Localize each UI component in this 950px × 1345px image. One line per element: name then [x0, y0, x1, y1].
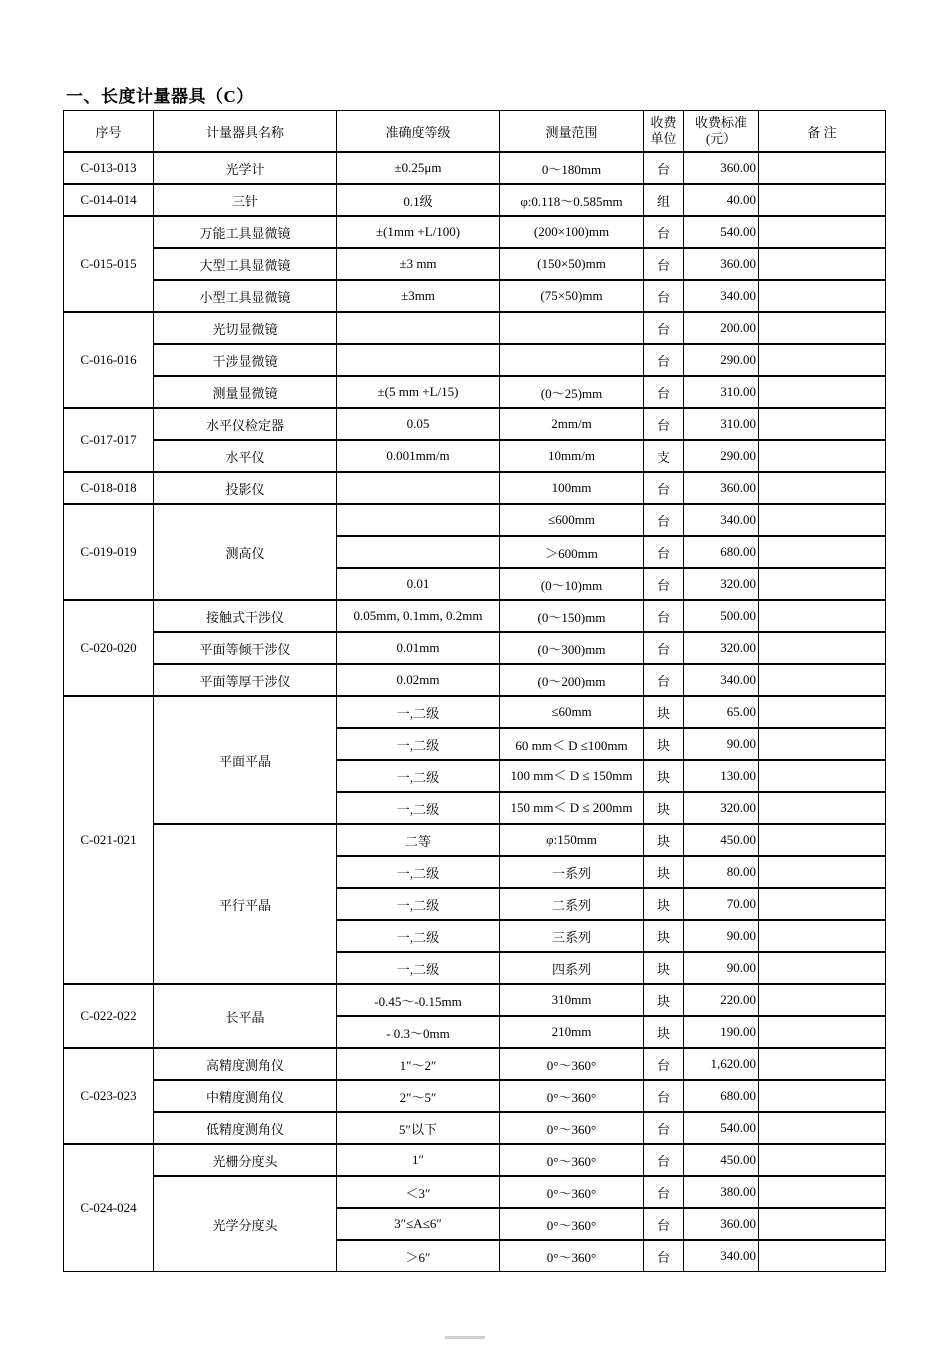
cell-grade: ±3mm	[337, 280, 500, 312]
cell-range: 100 mm＜ D ≤ 150mm	[500, 760, 644, 792]
table-row	[64, 1112, 886, 1144]
cell-fee: 220.00	[684, 984, 759, 1016]
cell-grade: -0.45～-0.15mm	[337, 984, 500, 1016]
cell-range: ≤600mm	[500, 504, 644, 536]
table-row	[64, 440, 886, 472]
cell-unit: 组	[644, 184, 684, 216]
cell-remark	[759, 152, 886, 184]
cell-name: 低精度测角仪	[154, 1112, 337, 1144]
cell-remark	[759, 1016, 886, 1048]
cell-range: 150 mm＜ D ≤ 200mm	[500, 792, 644, 824]
cell-fee: 450.00	[684, 824, 759, 856]
cell-range: (0～300)mm	[500, 632, 644, 664]
cell-range: (200×100)mm	[500, 216, 644, 248]
table-row	[64, 632, 886, 664]
cell-grade: 3″≤A≤6″	[337, 1208, 500, 1240]
cell-range: (0～10)mm	[500, 568, 644, 600]
cell-grade: 0.1级	[337, 184, 500, 216]
cell-fee: 680.00	[684, 536, 759, 568]
cell-range: 0°～360°	[500, 1176, 644, 1208]
cell-remark	[759, 536, 886, 568]
cell-grade	[337, 536, 500, 568]
cell-unit: 台	[644, 280, 684, 312]
cell-grade: 一,二级	[337, 760, 500, 792]
cell-grade: ±(1mm +L/100)	[337, 216, 500, 248]
header-name: 计量器具名称	[154, 111, 337, 153]
cell-remark	[759, 920, 886, 952]
cell-fee: 540.00	[684, 1112, 759, 1144]
cell-range: 2mm/m	[500, 408, 644, 440]
table-row	[64, 280, 886, 312]
cell-fee: 290.00	[684, 440, 759, 472]
cell-unit: 台	[644, 1080, 684, 1112]
cell-unit: 台	[644, 1112, 684, 1144]
cell-unit: 块	[644, 792, 684, 824]
cell-remark	[759, 1176, 886, 1208]
cell-remark	[759, 440, 886, 472]
cell-unit: 台	[644, 152, 684, 184]
cell-fee: 80.00	[684, 856, 759, 888]
cell-range: 60 mm＜ D ≤100mm	[500, 728, 644, 760]
cell-range	[500, 344, 644, 376]
cell-name: 三针	[154, 184, 337, 216]
table-row	[64, 1048, 886, 1080]
table-body	[64, 152, 886, 1272]
cell-grade: 一,二级	[337, 856, 500, 888]
cell-fee: 90.00	[684, 952, 759, 984]
header-seq: 序号	[64, 111, 154, 153]
cell-code: C-023-023	[64, 1048, 154, 1144]
cell-fee: 320.00	[684, 568, 759, 600]
cell-range: 0°～360°	[500, 1048, 644, 1080]
cell-remark	[759, 568, 886, 600]
cell-grade: 5″以下	[337, 1112, 500, 1144]
cell-code: C-013-013	[64, 152, 154, 184]
header-fee: 收费标准(元）	[684, 111, 759, 153]
cell-fee: 90.00	[684, 728, 759, 760]
cell-unit: 块	[644, 1016, 684, 1048]
cell-range: φ:0.118～0.585mm	[500, 184, 644, 216]
cell-fee: 380.00	[684, 1176, 759, 1208]
cell-code: C-024-024	[64, 1144, 154, 1272]
cell-name: 接触式干涉仪	[154, 600, 337, 632]
cell-remark	[759, 376, 886, 408]
cell-unit: 台	[644, 1048, 684, 1080]
cell-code: C-016-016	[64, 312, 154, 408]
cell-range: 310mm	[500, 984, 644, 1016]
cell-fee: 340.00	[684, 280, 759, 312]
cell-name: 平面平晶	[154, 696, 337, 824]
cell-range: 三系列	[500, 920, 644, 952]
cell-remark	[759, 1112, 886, 1144]
cell-grade: 0.01mm	[337, 632, 500, 664]
cell-name: 光学计	[154, 152, 337, 184]
cell-name: 小型工具显微镜	[154, 280, 337, 312]
cell-range: 10mm/m	[500, 440, 644, 472]
cell-unit: 块	[644, 824, 684, 856]
cell-grade	[337, 504, 500, 536]
cell-remark	[759, 888, 886, 920]
table-row	[64, 408, 886, 440]
cell-grade: 0.05	[337, 408, 500, 440]
cell-name: 水平仪检定器	[154, 408, 337, 440]
cell-remark	[759, 600, 886, 632]
cell-grade: ±0.25μm	[337, 152, 500, 184]
cell-remark	[759, 792, 886, 824]
cell-code: C-021-021	[64, 696, 154, 984]
cell-fee: 360.00	[684, 248, 759, 280]
cell-fee: 540.00	[684, 216, 759, 248]
cell-code: C-014-014	[64, 184, 154, 216]
cell-remark	[759, 824, 886, 856]
cell-fee: 290.00	[684, 344, 759, 376]
cell-fee: 310.00	[684, 376, 759, 408]
header-remark: 备 注	[759, 111, 886, 153]
cell-remark	[759, 696, 886, 728]
table-row	[64, 248, 886, 280]
cell-remark	[759, 760, 886, 792]
table-row	[64, 600, 886, 632]
cell-unit: 台	[644, 1176, 684, 1208]
cell-code: C-015-015	[64, 216, 154, 312]
table-row	[64, 1080, 886, 1112]
header-unit: 收费单位	[644, 111, 684, 153]
cell-remark	[759, 1048, 886, 1080]
cell-code: C-020-020	[64, 600, 154, 696]
cell-range: ≤60mm	[500, 696, 644, 728]
cell-name: 测高仪	[154, 504, 337, 600]
cell-unit: 台	[644, 664, 684, 696]
cell-name: 光学分度头	[154, 1176, 337, 1272]
cell-remark	[759, 728, 886, 760]
cell-fee: 320.00	[684, 632, 759, 664]
cell-remark	[759, 664, 886, 696]
cell-unit: 台	[644, 536, 684, 568]
cell-unit: 块	[644, 952, 684, 984]
cell-unit: 台	[644, 376, 684, 408]
table-row	[64, 664, 886, 696]
table-row	[64, 504, 886, 536]
cell-fee: 310.00	[684, 408, 759, 440]
cell-grade: 1″	[337, 1144, 500, 1176]
cell-unit: 块	[644, 888, 684, 920]
cell-range: φ:150mm	[500, 824, 644, 856]
cell-grade: ＞6″	[337, 1240, 500, 1272]
cell-fee: 500.00	[684, 600, 759, 632]
table-row	[64, 696, 886, 728]
cell-remark	[759, 472, 886, 504]
table-row	[64, 344, 886, 376]
cell-unit: 块	[644, 984, 684, 1016]
cell-unit: 台	[644, 344, 684, 376]
cell-range: 一系列	[500, 856, 644, 888]
cell-remark	[759, 184, 886, 216]
cell-name: 长平晶	[154, 984, 337, 1048]
cell-range: 0°～360°	[500, 1208, 644, 1240]
cell-range: (150×50)mm	[500, 248, 644, 280]
cell-name: 水平仪	[154, 440, 337, 472]
page-footer-mark	[445, 1336, 485, 1339]
cell-grade: 0.01	[337, 568, 500, 600]
cell-fee: 130.00	[684, 760, 759, 792]
cell-unit: 支	[644, 440, 684, 472]
cell-grade	[337, 312, 500, 344]
table-header-row	[64, 111, 886, 153]
cell-unit: 块	[644, 760, 684, 792]
cell-range: 0～180mm	[500, 152, 644, 184]
table-row	[64, 1176, 886, 1208]
cell-remark	[759, 1080, 886, 1112]
table-row	[64, 152, 886, 184]
cell-range: 二系列	[500, 888, 644, 920]
cell-range: 210mm	[500, 1016, 644, 1048]
cell-fee: 360.00	[684, 472, 759, 504]
cell-unit: 台	[644, 248, 684, 280]
cell-fee: 360.00	[684, 1208, 759, 1240]
cell-grade: 0.05mm, 0.1mm, 0.2mm	[337, 600, 500, 632]
cell-fee: 340.00	[684, 1240, 759, 1272]
cell-fee: 1,620.00	[684, 1048, 759, 1080]
cell-unit: 块	[644, 696, 684, 728]
fee-table	[63, 110, 886, 1272]
cell-unit: 块	[644, 856, 684, 888]
cell-name: 中精度测角仪	[154, 1080, 337, 1112]
cell-remark	[759, 984, 886, 1016]
cell-unit: 台	[644, 1144, 684, 1176]
cell-code: C-022-022	[64, 984, 154, 1048]
cell-unit: 台	[644, 1208, 684, 1240]
cell-unit: 块	[644, 920, 684, 952]
header-grade: 准确度等级	[337, 111, 500, 153]
cell-fee: 70.00	[684, 888, 759, 920]
cell-remark	[759, 632, 886, 664]
cell-fee: 450.00	[684, 1144, 759, 1176]
cell-name: 万能工具显微镜	[154, 216, 337, 248]
cell-grade	[337, 344, 500, 376]
cell-fee: 200.00	[684, 312, 759, 344]
cell-remark	[759, 1240, 886, 1272]
cell-remark	[759, 280, 886, 312]
cell-remark	[759, 1208, 886, 1240]
cell-unit: 台	[644, 216, 684, 248]
cell-name: 大型工具显微镜	[154, 248, 337, 280]
cell-unit: 台	[644, 472, 684, 504]
cell-name: 干涉显微镜	[154, 344, 337, 376]
cell-remark	[759, 408, 886, 440]
cell-range	[500, 312, 644, 344]
cell-name: 高精度测角仪	[154, 1048, 337, 1080]
cell-code: C-018-018	[64, 472, 154, 504]
table-row	[64, 184, 886, 216]
cell-grade: 0.02mm	[337, 664, 500, 696]
cell-grade: 一,二级	[337, 888, 500, 920]
cell-grade: ±3 mm	[337, 248, 500, 280]
cell-remark	[759, 504, 886, 536]
cell-unit: 台	[644, 1240, 684, 1272]
cell-grade: 0.001mm/m	[337, 440, 500, 472]
table-row	[64, 216, 886, 248]
cell-range: (75×50)mm	[500, 280, 644, 312]
cell-name: 平面等倾干涉仪	[154, 632, 337, 664]
cell-remark	[759, 1144, 886, 1176]
cell-grade: 一,二级	[337, 728, 500, 760]
cell-fee: 190.00	[684, 1016, 759, 1048]
cell-remark	[759, 344, 886, 376]
page-title: 一、长度计量器具（C）	[66, 87, 254, 106]
table-row	[64, 824, 886, 856]
cell-grade: 一,二级	[337, 952, 500, 984]
table-row	[64, 984, 886, 1016]
cell-fee: 90.00	[684, 920, 759, 952]
cell-name: 投影仪	[154, 472, 337, 504]
cell-unit: 台	[644, 568, 684, 600]
cell-fee: 40.00	[684, 184, 759, 216]
table-row	[64, 472, 886, 504]
cell-remark	[759, 856, 886, 888]
cell-grade: 二等	[337, 824, 500, 856]
cell-grade: ±(5 mm +L/15)	[337, 376, 500, 408]
cell-grade: 一,二级	[337, 792, 500, 824]
table-row	[64, 312, 886, 344]
cell-grade: 2″～5″	[337, 1080, 500, 1112]
cell-name: 平面等厚干涉仪	[154, 664, 337, 696]
cell-unit: 台	[644, 600, 684, 632]
cell-name: 光栅分度头	[154, 1144, 337, 1176]
cell-range: ＞600mm	[500, 536, 644, 568]
cell-range: 0°～360°	[500, 1112, 644, 1144]
cell-grade: 一,二级	[337, 696, 500, 728]
cell-remark	[759, 216, 886, 248]
cell-code: C-019-019	[64, 504, 154, 600]
cell-fee: 340.00	[684, 504, 759, 536]
cell-range: 0°～360°	[500, 1080, 644, 1112]
cell-name: 平行平晶	[154, 824, 337, 984]
cell-range: (0～200)mm	[500, 664, 644, 696]
cell-range: 100mm	[500, 472, 644, 504]
cell-remark	[759, 952, 886, 984]
cell-name: 测量显微镜	[154, 376, 337, 408]
cell-grade	[337, 472, 500, 504]
cell-unit: 台	[644, 408, 684, 440]
cell-fee: 360.00	[684, 152, 759, 184]
cell-name: 光切显微镜	[154, 312, 337, 344]
cell-range: 四系列	[500, 952, 644, 984]
cell-unit: 台	[644, 312, 684, 344]
cell-unit: 块	[644, 728, 684, 760]
table-row	[64, 1144, 886, 1176]
cell-unit: 台	[644, 632, 684, 664]
cell-code: C-017-017	[64, 408, 154, 472]
cell-range: (0～150)mm	[500, 600, 644, 632]
cell-range: 0°～360°	[500, 1240, 644, 1272]
cell-fee: 65.00	[684, 696, 759, 728]
cell-range: 0°～360°	[500, 1144, 644, 1176]
cell-remark	[759, 248, 886, 280]
table-row	[64, 376, 886, 408]
cell-grade: - 0.3～0mm	[337, 1016, 500, 1048]
cell-remark	[759, 312, 886, 344]
cell-fee: 340.00	[684, 664, 759, 696]
cell-unit: 台	[644, 504, 684, 536]
header-range: 测量范围	[500, 111, 644, 153]
cell-grade: 1″～2″	[337, 1048, 500, 1080]
cell-fee: 680.00	[684, 1080, 759, 1112]
cell-grade: ＜3″	[337, 1176, 500, 1208]
cell-range: (0～25)mm	[500, 376, 644, 408]
cell-grade: 一,二级	[337, 920, 500, 952]
cell-fee: 320.00	[684, 792, 759, 824]
